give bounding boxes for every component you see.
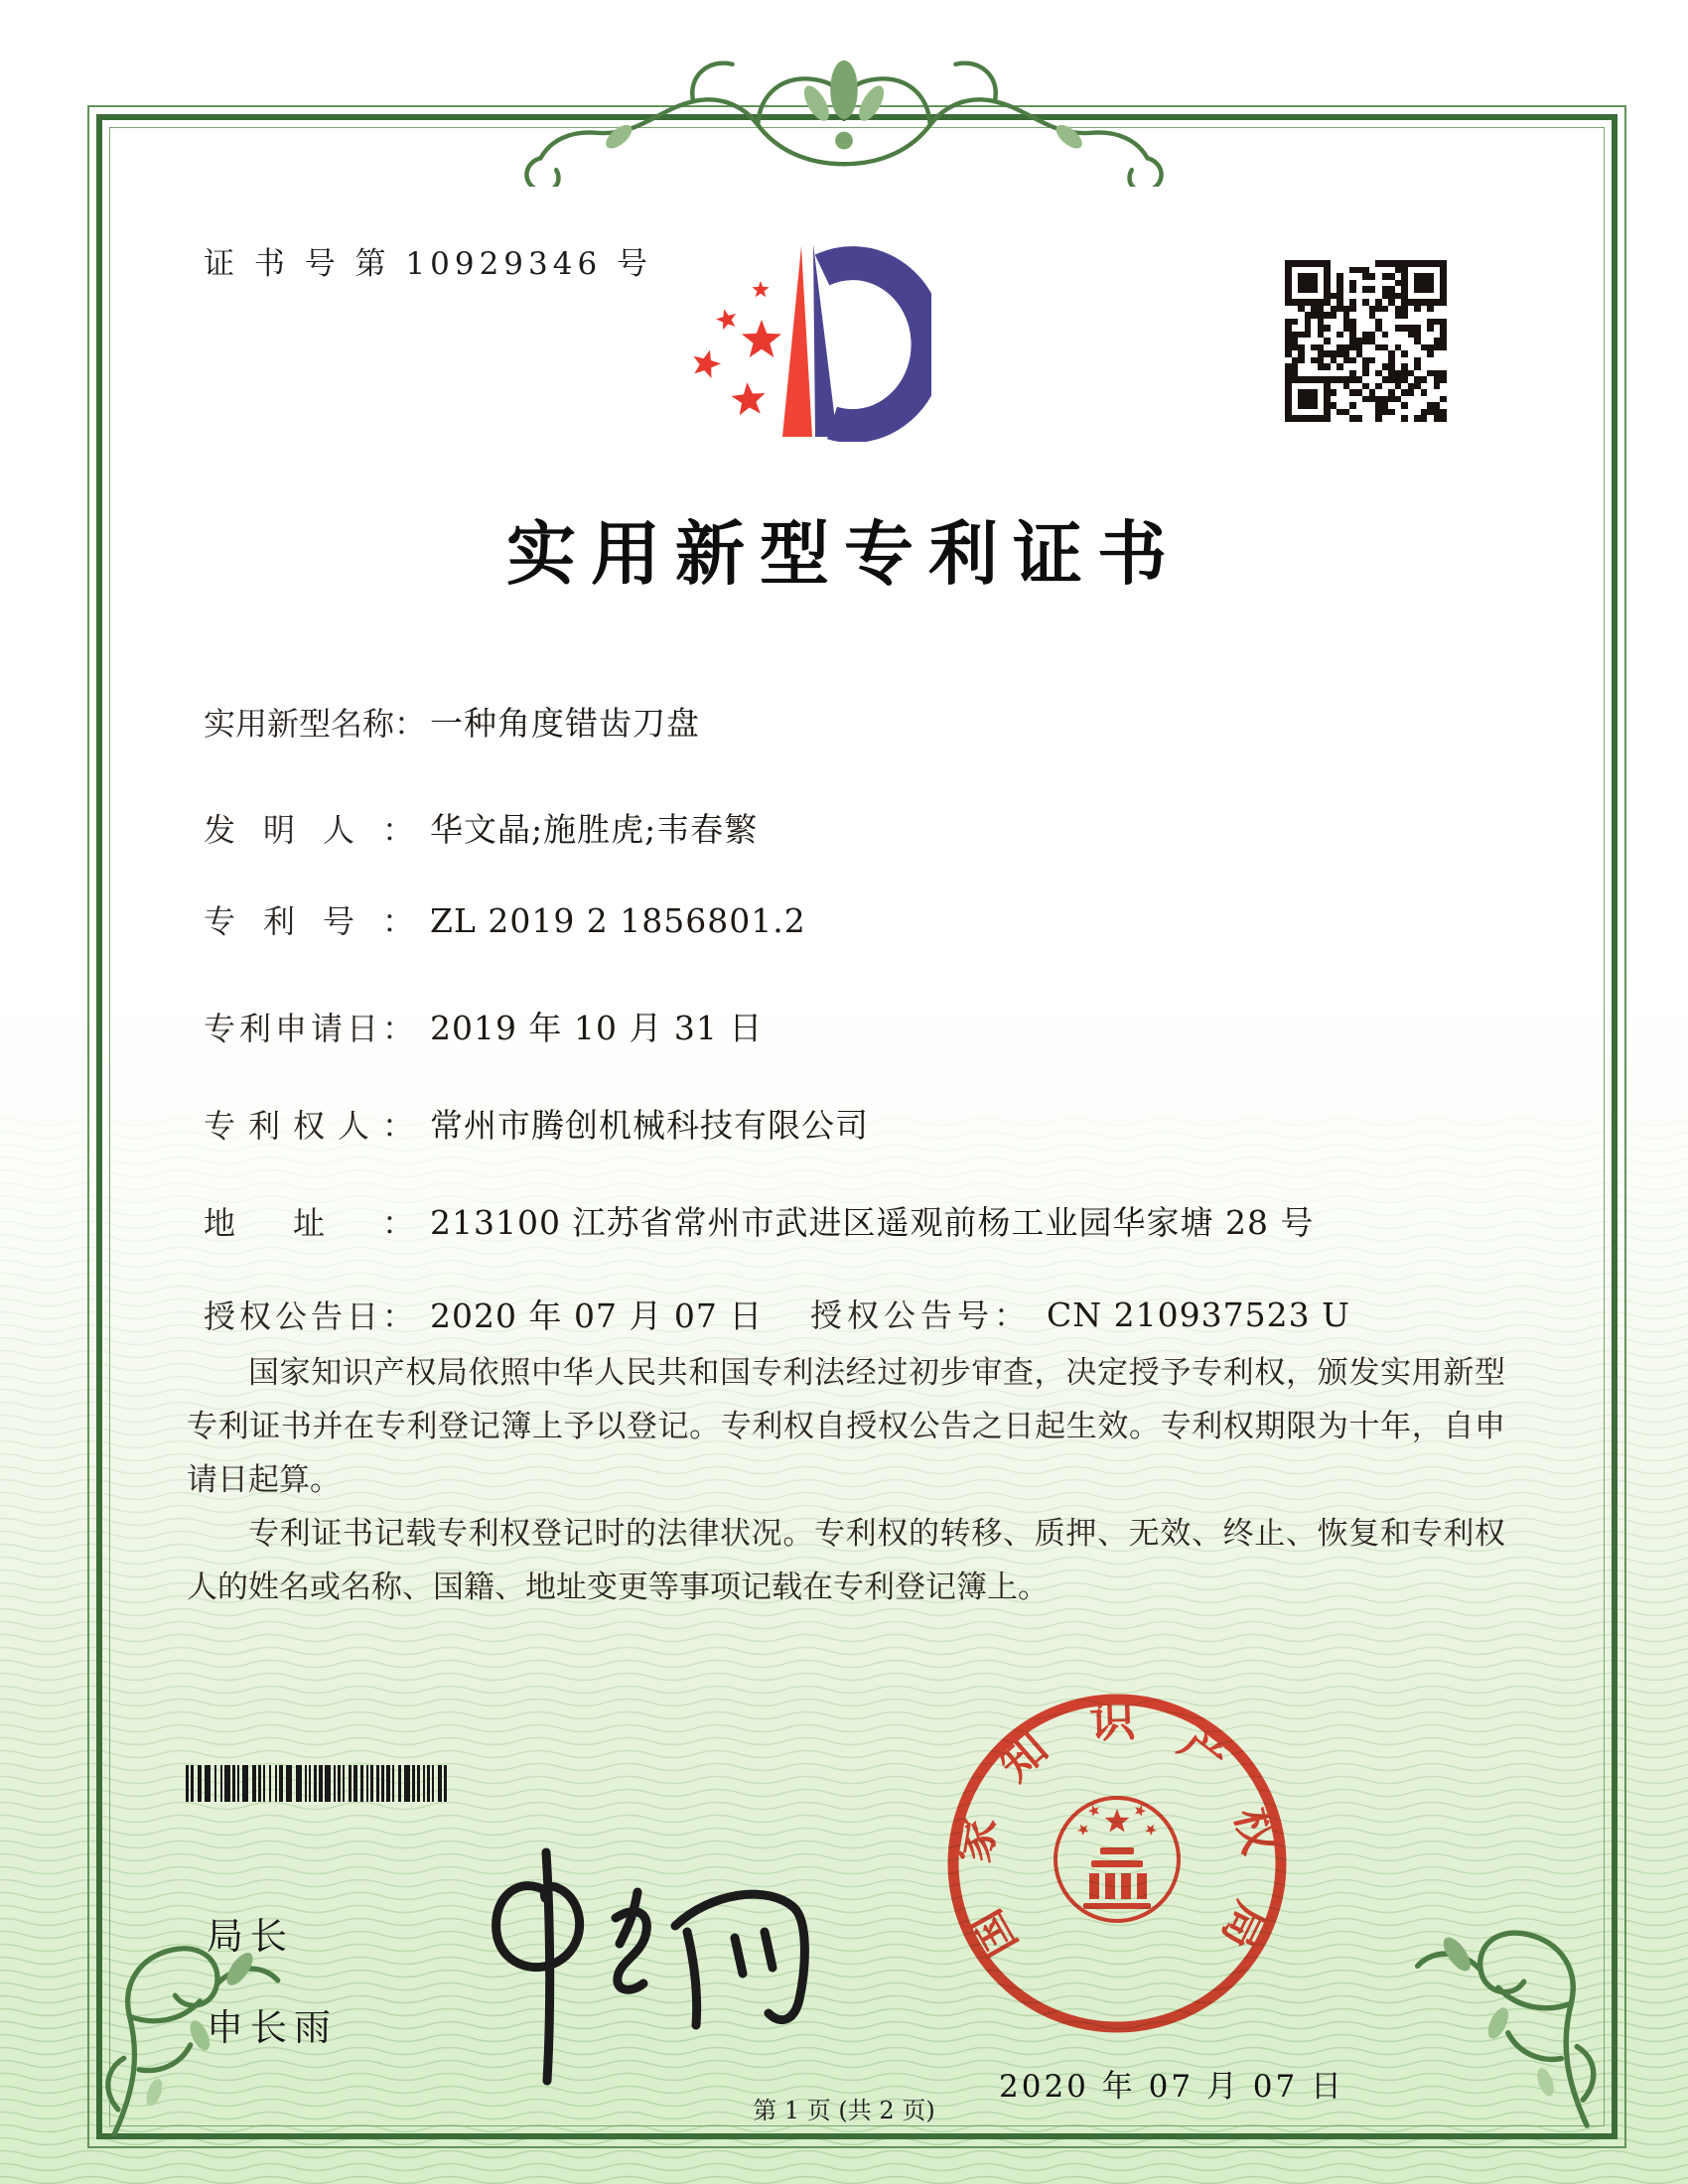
logo-red-wedge <box>782 246 812 437</box>
page-indicator: 第 1 页 (共 2 页) <box>753 2097 935 2124</box>
field-label: 实用新型名称： <box>204 705 427 743</box>
field-value: 一种角度错齿刀盘 <box>430 704 700 743</box>
svg-text:国家知识产权局 <box>946 1693 1288 1967</box>
field-row-grant-date <box>204 1291 1350 1337</box>
seal-org-text: 国家知识产权局 <box>945 1693 1288 1968</box>
field-row-patentee <box>204 1100 869 1147</box>
field-value: 2019 年 10 月 31 日 <box>430 1009 764 1047</box>
border-ornament-top <box>501 38 1187 187</box>
field-pair-grant-number <box>810 1291 1350 1336</box>
certificate-number: 证 书 号 第 10929346 号 <box>204 246 653 282</box>
legal-paragraph-1: 国家知识产权局依照中华人民共和国专利法经过初步审查，决定授予专利权，颁发实用新型专利证书并在专利登记簿上予以登记。专利权自授权公告之日起生效。专利权期限为十年，自申请日起算。 <box>187 1355 1505 1498</box>
handwritten-signature <box>449 1835 836 2108</box>
logo-stars <box>693 281 781 415</box>
official-seal <box>918 1665 1316 2062</box>
commissioner-block <box>207 1906 338 2089</box>
field-row-filing-date <box>204 1003 763 1049</box>
commissioner-title: 局长 <box>207 1915 294 1958</box>
field-label: 授权公告号： <box>810 1297 1032 1334</box>
qr-code <box>1285 260 1447 422</box>
seal-emblem-stars <box>1077 1805 1157 1836</box>
certificate-title: 实用新型专利证书 <box>506 512 1182 595</box>
cnipa-logo <box>683 238 931 442</box>
field-value: 常州市腾创机械科技有限公司 <box>430 1106 869 1145</box>
field-row-patent-number <box>204 896 806 942</box>
commissioner-name: 申长雨 <box>207 2006 338 2049</box>
field-row-inventors <box>204 804 758 851</box>
barcode <box>186 1765 454 1802</box>
logo-p-bowl <box>822 263 928 426</box>
field-row-address <box>204 1197 1314 1244</box>
field-value: ZL 2019 2 1856801.2 <box>430 901 806 940</box>
seal-date: 2020 年 07 月 07 日 <box>999 2069 1345 2105</box>
field-row-utility-model-name <box>204 698 700 745</box>
field-label: 地址： <box>204 1204 414 1242</box>
legal-text <box>187 1346 1505 1614</box>
legal-paragraph-2: 专利证书记载专利权登记时的法律状况。专利权的转移、质押、无效、终止、恢复和专利权人的姓名或名称、国籍、地址变更等事项记载在专利登记簿上。 <box>187 1516 1505 1605</box>
field-label: 发明人： <box>204 811 414 849</box>
field-label: 专利号： <box>204 902 414 940</box>
field-value: 2020 年 07 月 07 日 <box>430 1297 764 1335</box>
seal-emblem <box>1055 1798 1179 1921</box>
field-value: 华文晶;施胜虎;韦春繁 <box>430 810 759 849</box>
field-label: 授权公告日： <box>204 1297 414 1335</box>
field-value: 213100 江苏省常州市武进区遥观前杨工业园华家塘 28 号 <box>430 1203 1315 1242</box>
field-label: 专利申请日： <box>204 1010 414 1047</box>
field-label: 专利权人： <box>204 1107 414 1145</box>
field-value: CN 210937523 U <box>1047 1296 1350 1334</box>
